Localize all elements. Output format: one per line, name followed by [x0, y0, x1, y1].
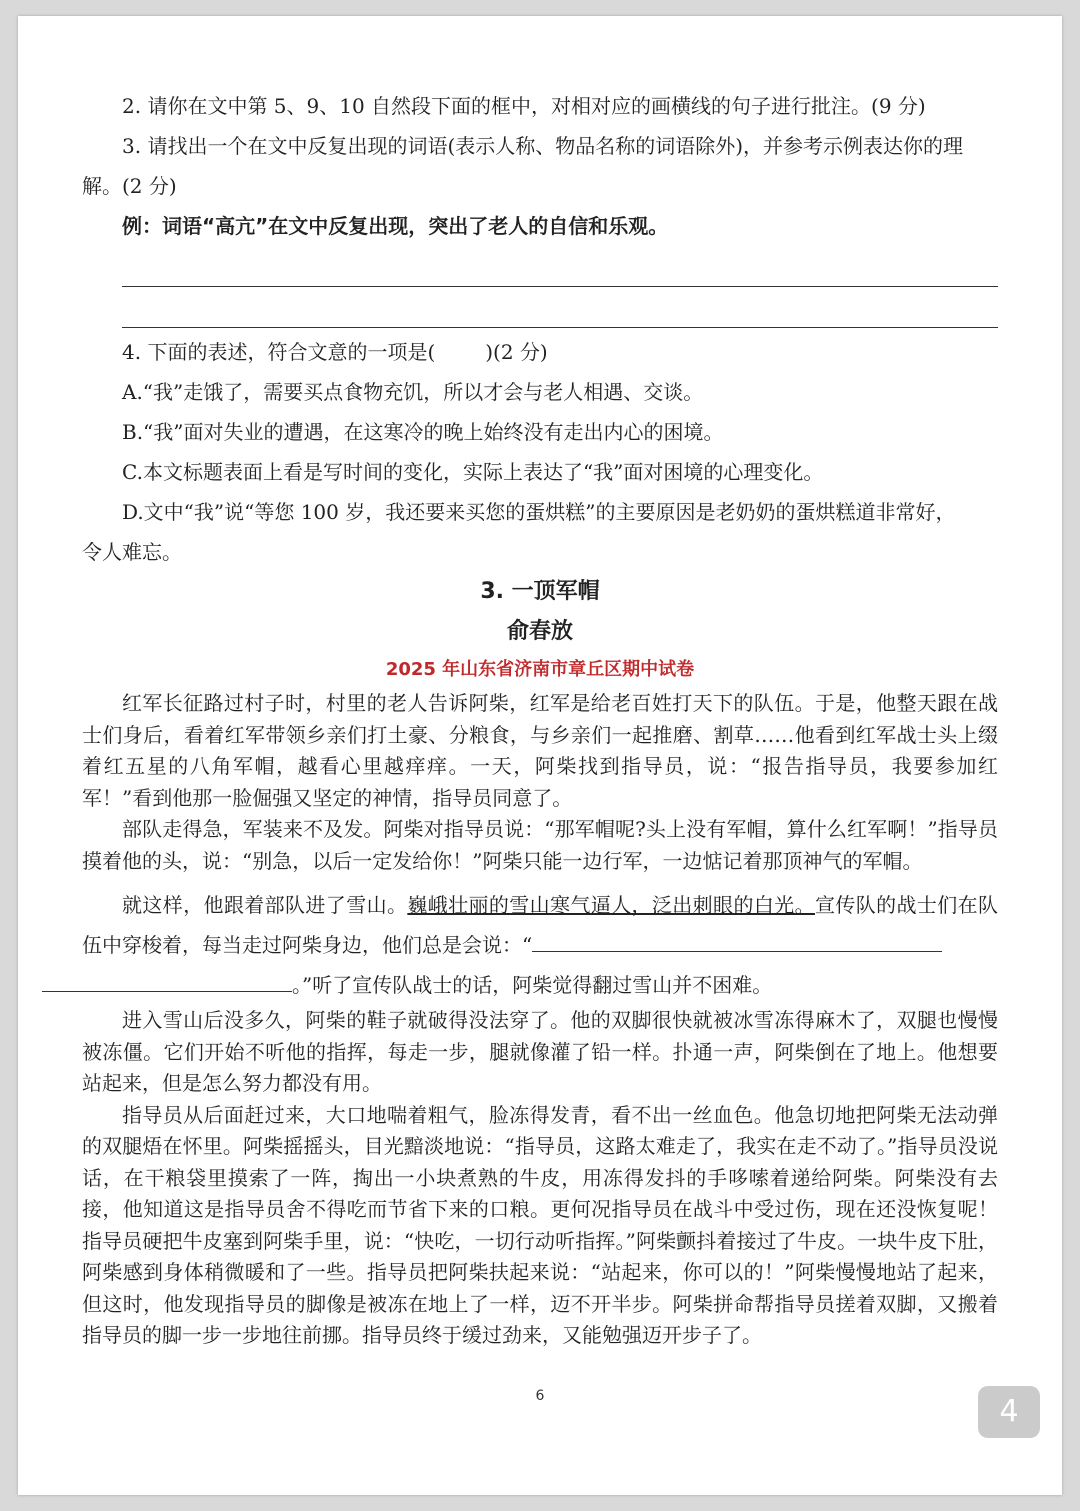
question-4-stem: [82, 332, 998, 372]
article-author: 俞春放: [506, 619, 573, 644]
question-2: 2. 请你在文中第 5、9、10 自然段下面的框中，对相对应的画横线的句子进行批注。(9 分): [122, 94, 926, 118]
article-title: 3. 一顶军帽: [480, 579, 600, 604]
paragraph-3-before: 就这样，他跟着部队进了雪山。: [122, 893, 408, 917]
paragraph-3-end: 。”听了宣传队战士的话，阿柴觉得翻过雪山并不困难。: [292, 973, 773, 997]
fill-blank-2: [42, 969, 292, 992]
answer-line-2: [122, 287, 998, 328]
answer-line-1: [122, 246, 998, 287]
option-c: C.本文标题表面上看是写时间的变化，实际上表达了“我”面对困境的心理变化。: [122, 460, 824, 484]
article-source: 2025 年山东省济南市章丘区期中试卷: [385, 659, 695, 680]
paragraph-3-underlined-sentence: 巍峨壮丽的雪山寒气逼人，泛出刺眼的白光。: [407, 893, 815, 917]
page-counter-badge[interactable]: 4: [978, 1386, 1040, 1438]
article-paragraph-5: 指导员从后面赶过来，大口地喘着粗气，脸冻得发青，看不出一丝血色。他急切地把阿柴无法动弹的双腿焐在怀里。阿柴摇摇头，目光黯淡地说：“指导员，这路太难走了，我实在走不动了。”指导员没说话，在干粮袋里摸索了一阵，掏出一小块煮熟的牛皮，用冻得发抖的手哆嗦着递给阿柴。阿柴没有去接，他知道这是指导员舍不得吃而节省下来的口粮。更何况指导员在战斗中受过伤，现在还没恢复呢！指导员硬把牛皮塞到阿柴手里，说：“快吃，一切行动听指挥。”阿柴颤抖着接过了牛皮。一块牛皮下肚，阿柴感到身体稍微暖和了一些。指导员把阿柴扶起来说：“站起来，你可以的！”阿柴慢慢地站了起来，但这时，他发现指导员的脚像是被冻在地上了一样，迈不开半步。阿柴拼命帮指导员搓着双脚，又搬着指导员的脚一步一步地往前挪。指导员终于缓过劲来，又能勉强迈开步子了。: [82, 1102, 998, 1347]
article-paragraph-4: 进入雪山后没多久，阿柴的鞋子就破得没法穿了。他的双脚很快就被冰雪冻得麻木了，双腿也慢慢被冻僵。它们开始不听他的指挥，每走一步，腿就像灌了铅一样。扑通一声，阿柴倒在了地上。他想要站起来，但是怎么努力都没有用。: [82, 1008, 998, 1095]
question-3-line-2: 解。(2 分): [82, 174, 177, 198]
question-3-line-1: 3. 请找出一个在文中反复出现的词语(表示人称、物品名称的词语除外)，并参考示例表达你的理: [122, 134, 964, 158]
page-number: 6: [535, 1388, 545, 1404]
paragraph-3-after: 宣传队的战士们在队伍中穿梭着，每当走过阿柴身边，他们总是会说：“: [82, 893, 999, 957]
article-paragraph-2: 部队走得急，军装来不及发。阿柴对指导员说：“那军帽呢?头上没有军帽，算什么红军啊！”指导员摸着他的头，说：“别急，以后一定发给你！”阿柴只能一边行军，一边惦记着那顶神气的军帽。: [82, 817, 998, 873]
exam-page: [18, 16, 1062, 1495]
option-d-line-2: 令人难忘。: [82, 540, 182, 564]
fill-blank-1: [532, 929, 942, 952]
option-a: A.“我”走饿了，需要买点食物充饥，所以才会与老人相遇、交谈。: [122, 380, 704, 404]
question-4-stem-after: )(2 分): [485, 340, 548, 364]
option-b: B.“我”面对失业的遭遇，在这寒冷的晚上始终没有走出内心的困境。: [122, 420, 724, 444]
option-d-line-1: D.文中“我”说“等您 100 岁，我还要来买您的蛋烘糕”的主要原因是老奶奶的蛋烘糕道非常好，: [122, 500, 956, 524]
question-3-example: 例：词语“高亢”在文中反复出现，突出了老人的自信和乐观。: [122, 214, 669, 238]
article-paragraph-3: [82, 885, 998, 1005]
article-paragraph-1: 红军长征路过村子时，村里的老人告诉阿柴，红军是给老百姓打天下的队伍。于是，他整天跟在战士们身后，看着红军带领乡亲们打土豪、分粮食，与乡亲们一起推磨、割草……他看到红军战士头上缀着红五星的八角军帽，越看心里越痒痒。一天，阿柴找到指导员，说：“报告指导员，我要参加红军！”看到他那一脸倔强又坚定的神情，指导员同意了。: [82, 691, 998, 810]
page-content: [82, 86, 998, 1352]
question-4-stem-before: 4. 下面的表述，符合文意的一项是(: [122, 340, 436, 364]
